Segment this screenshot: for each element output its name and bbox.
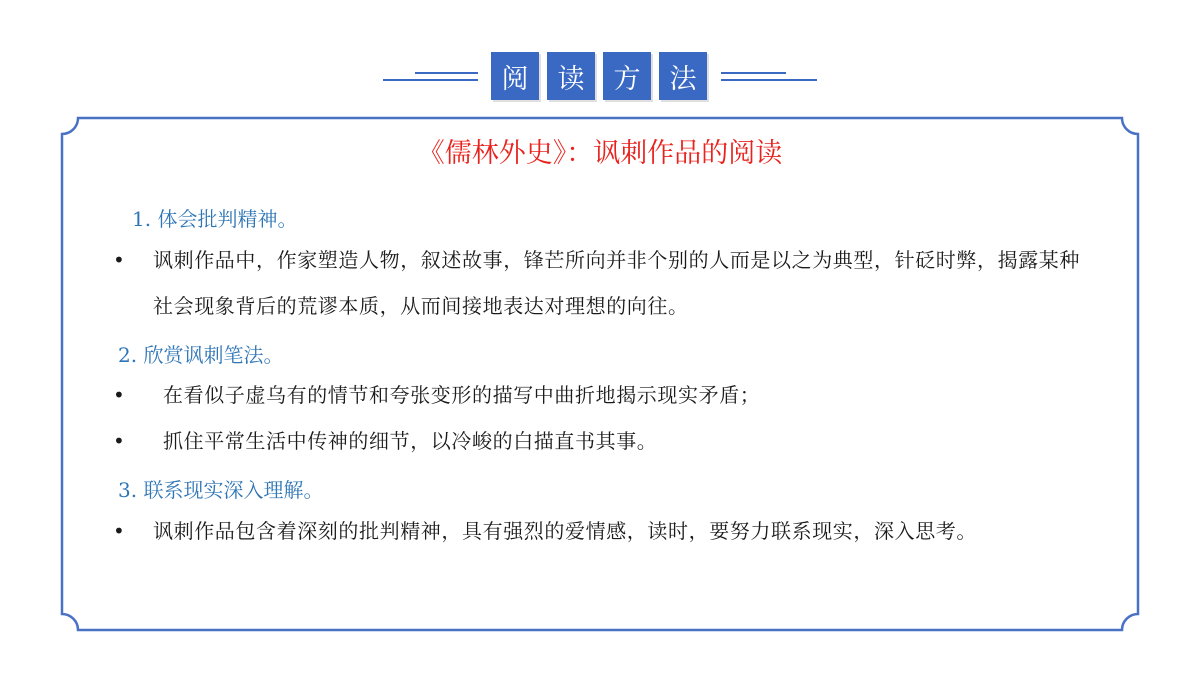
page-title: 《儒林外史》：讽刺作品的阅读 <box>417 138 783 169</box>
header-char-2: 读 <box>547 52 595 100</box>
section-heading-2: 2. 欣赏讽刺笔法。 <box>118 343 284 367</box>
bullet-text: 在看似子虚乌有的情节和夸张变形的描写中曲折地揭示现实矛盾； <box>163 383 761 407</box>
header-char-3: 方 <box>603 52 651 100</box>
header-char-1: 阅 <box>491 52 539 100</box>
list-item <box>113 237 1093 329</box>
bullet-text: 讽刺作品包含着深刻的批判精神，具有强烈的爱情感，读时，要努力联系现实，深入思考。 <box>153 519 977 543</box>
header-char-4: 法 <box>659 52 707 100</box>
bullet-text: 讽刺作品中，作家塑造人物，叙述故事，锋芒所向并非个别的人而是以之为典型，针砭时弊，揭露某种社会现象背后的荒谬本质，从而间接地表达对理想的向往。 <box>153 248 1080 318</box>
list-item <box>113 372 1093 418</box>
section-heading-1: 1. 体会批判精神。 <box>132 207 298 231</box>
bullet-icon: • <box>113 519 125 543</box>
section-heading-3: 3. 联系现实深入理解。 <box>118 478 324 502</box>
list-item <box>113 508 1093 554</box>
bullet-icon: • <box>113 429 125 453</box>
bullet-icon: • <box>113 248 125 272</box>
bullet-text: 抓住平常生活中传神的细节，以冷峻的白描直书其事。 <box>163 429 658 453</box>
bullet-icon: • <box>113 383 125 407</box>
list-item <box>113 418 1093 464</box>
